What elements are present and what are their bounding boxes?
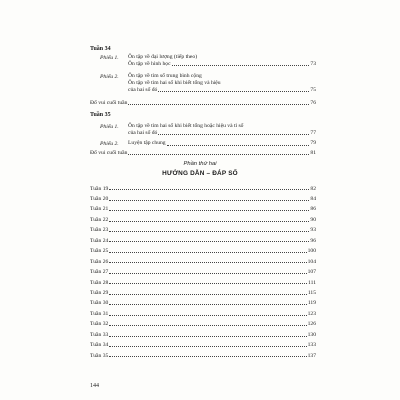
- page-ref: 104: [307, 258, 316, 265]
- page-ref: 133: [307, 342, 316, 349]
- entry-text: Ôn tập về tìm hai số khi biết tổng và hiệu: [128, 79, 221, 86]
- entry-text: Ôn tập về tìm số trung bình cộng: [128, 73, 202, 79]
- answer-entry: [90, 311, 316, 317]
- page-number: 144: [90, 383, 99, 389]
- page-ref: 130: [307, 331, 316, 338]
- page-ref: 100: [307, 248, 316, 255]
- answer-entry: [90, 248, 316, 254]
- entry-text: Tuần 30: [90, 300, 109, 307]
- page-ref: 76: [310, 100, 316, 106]
- answer-entry: [90, 238, 316, 244]
- entry-text: của hai số đó: [128, 86, 158, 93]
- entry-text: Luyện tập chung: [128, 140, 166, 146]
- page-ref: 86: [310, 206, 316, 213]
- page-ref: 107: [307, 269, 316, 276]
- toc-entry-34-2: [128, 73, 316, 93]
- dot-leader: [109, 273, 306, 274]
- dot-leader: [109, 200, 309, 201]
- dot-leader: [109, 304, 307, 305]
- dot-leader: [109, 252, 306, 253]
- answer-entry: [90, 227, 316, 233]
- entry-text: Tuần 34: [90, 342, 109, 349]
- entry-text: Đố vui cuối tuần: [90, 150, 128, 156]
- worksheet-1-label: Phiếu 1.: [100, 124, 119, 130]
- answer-entry: [90, 353, 316, 359]
- week-35-heading: Tuần 35: [90, 112, 111, 118]
- entry-text: Ôn tập về hình học: [128, 60, 171, 67]
- answer-entry: [90, 290, 316, 296]
- page-ref: 75: [310, 86, 316, 93]
- entry-text: Tuần 23: [90, 227, 109, 234]
- page-ref: 73: [310, 60, 316, 67]
- entry-text: Tuần 20: [90, 195, 109, 202]
- toc-entry-34-1: [128, 54, 316, 68]
- part-label: Phần thứ hai: [183, 161, 217, 167]
- answer-entry: [90, 186, 316, 192]
- dot-leader: [109, 283, 307, 284]
- page-ref: 90: [310, 216, 316, 223]
- answer-entry: [90, 321, 316, 327]
- worksheet-1-label: Phiếu 1.: [100, 55, 119, 61]
- answer-entry: [90, 280, 316, 286]
- answer-entry: [90, 342, 316, 348]
- answer-entry: [90, 300, 316, 306]
- dot-leader: [128, 154, 309, 155]
- page-ref: 77: [310, 129, 316, 136]
- dot-leader: [109, 189, 309, 190]
- answer-entry: [90, 196, 316, 202]
- worksheet-2-label: Phiếu 2.: [100, 74, 119, 80]
- worksheet-2-label: Phiếu 2.: [100, 141, 119, 147]
- entry-text: Tuần 31: [90, 310, 109, 317]
- dot-leader: [109, 346, 306, 347]
- page-ref: 115: [307, 290, 316, 296]
- entry-text: Tuần 35: [90, 352, 109, 359]
- entry-text: Đố vui cuối tuần: [90, 100, 128, 106]
- dot-leader: [109, 210, 309, 211]
- entry-text: Tuần 19: [90, 185, 109, 192]
- toc-entry-35-fun: [90, 150, 316, 156]
- week-34-heading: Tuần 34: [90, 46, 111, 52]
- dot-leader: [109, 325, 306, 326]
- page-ref: 82: [310, 185, 316, 192]
- dot-leader: [109, 241, 309, 242]
- dot-leader: [128, 104, 309, 105]
- entry-text: Tuần 22: [90, 216, 109, 223]
- dot-leader: [109, 294, 307, 295]
- dot-leader: [109, 356, 306, 357]
- dot-leader: [109, 336, 306, 337]
- dot-leader: [109, 221, 309, 222]
- entry-text: Ôn tập về tìm hai số khi biết tổng hoặc hiệu và tỉ số: [128, 123, 244, 129]
- entry-text: của hai số đó: [128, 129, 158, 136]
- entry-text: Tuần 27: [90, 269, 109, 276]
- entry-text: Tuần 29: [90, 290, 109, 296]
- toc-entry-34-fun: [90, 100, 316, 106]
- dot-leader: [109, 262, 306, 263]
- page-ref: 93: [310, 227, 316, 234]
- answer-entry: [90, 217, 316, 223]
- entry-text: Tuần 32: [90, 321, 109, 328]
- entry-text: Tuần 24: [90, 237, 109, 244]
- entry-text: Tuần 21: [90, 206, 109, 213]
- dot-leader: [109, 231, 309, 232]
- dot-leader: [158, 90, 309, 92]
- toc-entry-35-1: [128, 123, 316, 137]
- answer-entry: [90, 206, 316, 212]
- dot-leader: [158, 133, 309, 135]
- entry-text: Ôn tập về đại lượng (tiếp theo): [128, 54, 198, 60]
- toc-entry-35-2: [128, 140, 316, 147]
- dot-leader: [167, 144, 310, 146]
- answer-entry: [90, 269, 316, 275]
- page-ref: 123: [307, 310, 316, 317]
- answer-entry: [90, 259, 316, 265]
- page-ref: 81: [310, 150, 316, 156]
- entry-text: Tuần 26: [90, 258, 109, 265]
- page-ref: 79: [310, 140, 316, 146]
- page-ref: 126: [307, 321, 316, 328]
- entry-text: Tuần 25: [90, 248, 109, 255]
- page-ref: 111: [308, 279, 316, 286]
- page-ref: 137: [307, 352, 316, 359]
- part-heading: HƯỚNG DẪN – ĐÁP SỐ: [162, 170, 238, 177]
- answer-entry: [90, 332, 316, 338]
- entry-text: Tuần 28: [90, 279, 109, 286]
- page-ref: 96: [310, 237, 316, 244]
- dot-leader: [109, 315, 306, 316]
- entry-text: Tuần 33: [90, 331, 109, 338]
- dot-leader: [172, 64, 310, 66]
- page-ref: 119: [307, 300, 316, 307]
- page-ref: 84: [310, 195, 316, 202]
